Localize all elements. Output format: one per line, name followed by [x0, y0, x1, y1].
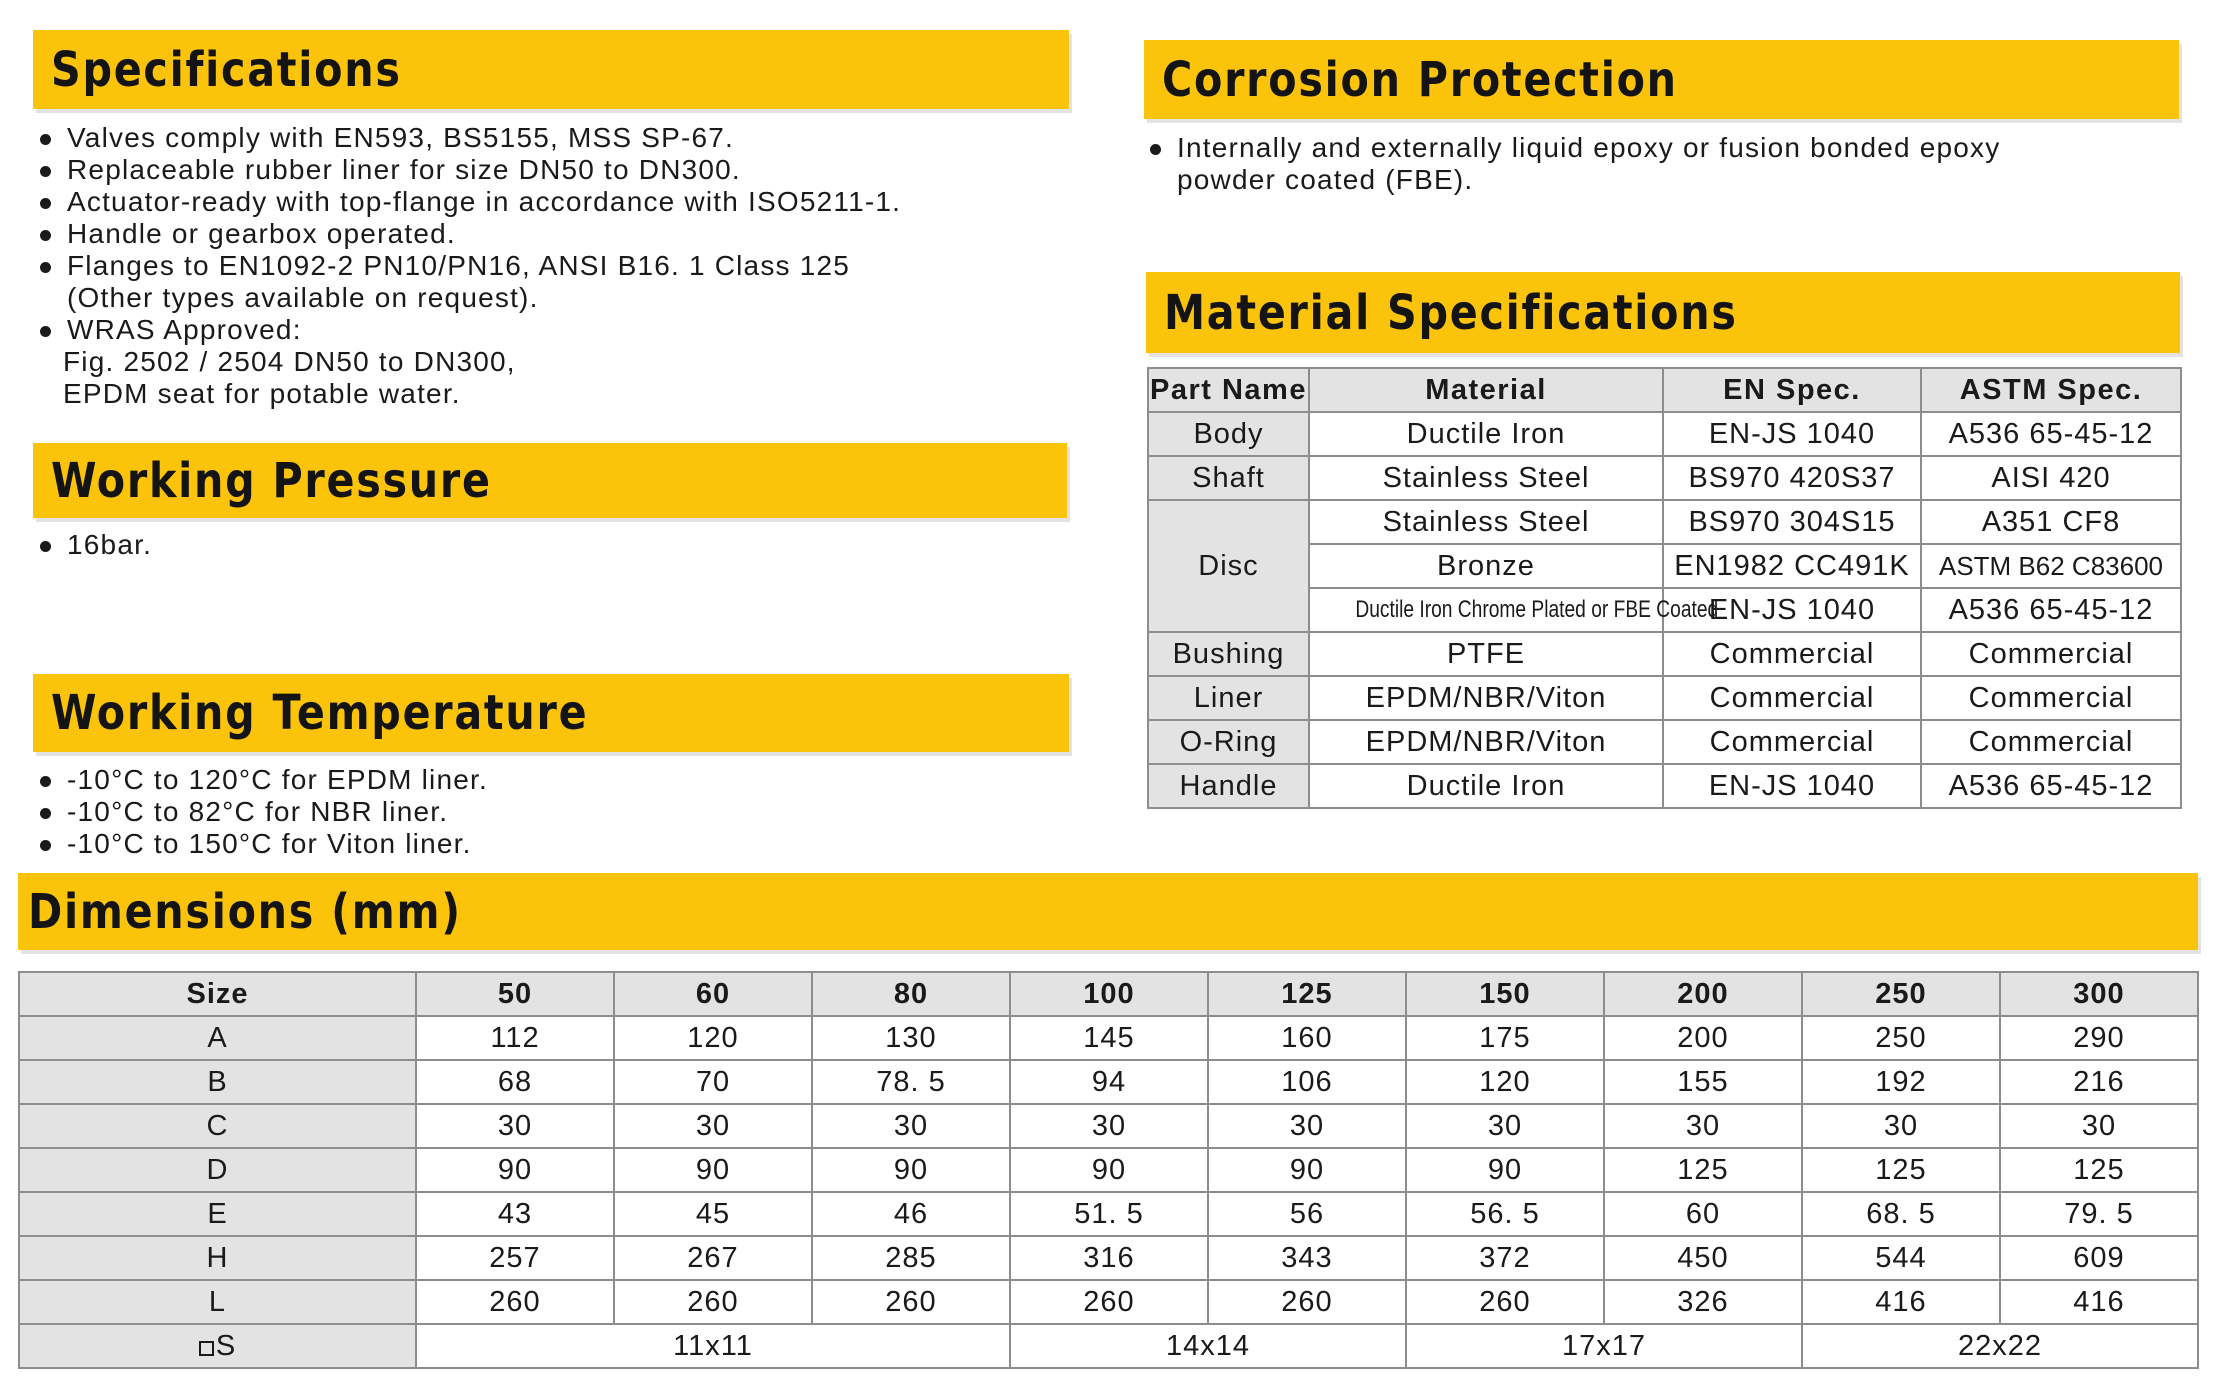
value-cell: 192: [1802, 1060, 2000, 1104]
value-cell: 260: [416, 1280, 614, 1324]
column-header: ASTM Spec.: [1921, 368, 2181, 412]
value-cell: 250: [1802, 1016, 2000, 1060]
working-temperature-clip: [30, 760, 1070, 854]
list-item: -10°C to 120°C for EPDM liner.: [36, 764, 488, 796]
value-cell: 90: [614, 1148, 812, 1192]
row-label: C: [19, 1104, 416, 1148]
value-cell: 216: [2000, 1060, 2198, 1104]
en-spec-cell: EN-JS 1040: [1663, 412, 1921, 456]
part-name-cell: Handle: [1148, 764, 1309, 808]
value-cell: 30: [1406, 1104, 1604, 1148]
astm-spec-cell: Commercial: [1921, 676, 2181, 720]
astm-spec-cell: A536 65-45-12: [1921, 412, 2181, 456]
row-label: A: [19, 1016, 416, 1060]
table-row: [1148, 412, 2181, 456]
value-cell: 450: [1604, 1236, 1802, 1280]
value-cell: 260: [1010, 1280, 1208, 1324]
value-cell: 160: [1208, 1016, 1406, 1060]
value-cell: 70: [614, 1060, 812, 1104]
size-cell: 80: [812, 972, 1010, 1016]
specifications-header: [33, 30, 1069, 109]
value-cell: 416: [2000, 1280, 2198, 1324]
table-row: [1148, 500, 2181, 544]
list-item-continuation: Fig. 2502 / 2504 DN50 to DN300,: [63, 346, 516, 377]
value-cell: 90: [416, 1148, 614, 1192]
value-cell: 155: [1604, 1060, 1802, 1104]
size-header: Size: [19, 972, 416, 1016]
table-header-row: [1148, 368, 2181, 412]
material-specifications-title: Material Specifications: [1164, 284, 1738, 341]
working-pressure-list: [36, 529, 152, 561]
value-cell: 260: [812, 1280, 1010, 1324]
value-cell: 145: [1010, 1016, 1208, 1060]
list-item: Replaceable rubber liner for size DN50 to DN300.: [36, 154, 901, 186]
part-name-cell: Bushing: [1148, 632, 1309, 676]
value-cell: 30: [1802, 1104, 2000, 1148]
part-name-cell: Body: [1148, 412, 1309, 456]
row-label: L: [19, 1280, 416, 1324]
value-cell: 125: [1802, 1148, 2000, 1192]
material-cell: Stainless Steel: [1309, 500, 1663, 544]
value-cell: 56. 5: [1406, 1192, 1604, 1236]
size-cell: 200: [1604, 972, 1802, 1016]
value-cell: 112: [416, 1016, 614, 1060]
table-row: [19, 1192, 2198, 1236]
astm-spec-cell: Commercial: [1921, 632, 2181, 676]
value-cell: 260: [1406, 1280, 1604, 1324]
material-cell: [1309, 588, 1719, 632]
en-spec-cell: Commercial: [1663, 720, 1921, 764]
working-pressure-title: Working Pressure: [51, 452, 492, 509]
table-row: [19, 1324, 2198, 1368]
en-spec-cell: EN-JS 1040: [1663, 764, 1921, 808]
row-label: D: [19, 1148, 416, 1192]
value-cell: 30: [1010, 1104, 1208, 1148]
value-cell: 30: [812, 1104, 1010, 1148]
value-cell: 30: [614, 1104, 812, 1148]
specifications-list: [36, 122, 901, 410]
working-temperature-list: [36, 764, 488, 854]
value-cell: 285: [812, 1236, 1010, 1280]
size-cell: 150: [1406, 972, 1604, 1016]
value-cell: 90: [1208, 1148, 1406, 1192]
en-spec-cell: EN-JS 1040: [1663, 588, 1921, 632]
corrosion-protection-list: [1146, 132, 2000, 196]
table-row: [1148, 676, 2181, 720]
part-name-cell: Shaft: [1148, 456, 1309, 500]
value-cell: 290: [2000, 1016, 2198, 1060]
value-cell: 609: [2000, 1236, 2198, 1280]
value-cell: 544: [1802, 1236, 2000, 1280]
value-cell: 316: [1010, 1236, 1208, 1280]
size-cell: 250: [1802, 972, 2000, 1016]
en-spec-cell: Commercial: [1663, 676, 1921, 720]
corrosion-protection-header: [1144, 40, 2179, 119]
dimensions-header: [18, 873, 2198, 950]
list-item-continuation: EPDM seat for potable water.: [63, 378, 461, 409]
value-cell: 94: [1010, 1060, 1208, 1104]
column-header: Part Name: [1148, 368, 1309, 412]
value-cell: 30: [1208, 1104, 1406, 1148]
value-cell: 120: [1406, 1060, 1604, 1104]
row-label: B: [19, 1060, 416, 1104]
row-label: [19, 1324, 416, 1368]
astm-spec-cell: A536 65-45-12: [1921, 764, 2181, 808]
list-item: Valves comply with EN593, BS5155, MSS SP-67.: [36, 122, 901, 154]
table-row: [19, 1236, 2198, 1280]
size-cell: 50: [416, 972, 614, 1016]
value-cell: 125: [1604, 1148, 1802, 1192]
material-text: Ductile Iron Chrome Plated or FBE Coated: [1355, 596, 1719, 623]
list-item: Actuator-ready with top-flange in accordance with ISO5211-1.: [36, 186, 901, 218]
en-spec-cell: Commercial: [1663, 632, 1921, 676]
square-label: S: [215, 1329, 237, 1362]
astm-spec-cell: ASTM B62 C83600: [1921, 544, 2181, 588]
material-cell: Ductile Iron: [1309, 412, 1663, 456]
size-cell: 300: [2000, 972, 2198, 1016]
table-row: [19, 1016, 2198, 1060]
size-cell: 60: [614, 972, 812, 1016]
material-cell: PTFE: [1309, 632, 1663, 676]
value-cell: 68: [416, 1060, 614, 1104]
value-cell: 45: [614, 1192, 812, 1236]
en-spec-cell: EN1982 CC491K: [1663, 544, 1921, 588]
value-cell: 125: [2000, 1148, 2198, 1192]
list-item: WRAS Approved:: [36, 314, 901, 346]
row-label: H: [19, 1236, 416, 1280]
table-row: [1148, 720, 2181, 764]
value-cell: 30: [1604, 1104, 1802, 1148]
specifications-title: Specifications: [51, 41, 402, 98]
material-cell: Bronze: [1309, 544, 1663, 588]
value-cell: 78. 5: [812, 1060, 1010, 1104]
value-cell: 22x22: [1802, 1324, 2198, 1368]
value-cell: 267: [614, 1236, 812, 1280]
dimensions-table: [18, 971, 2199, 1369]
value-cell: 416: [1802, 1280, 2000, 1324]
table-header-row: [19, 972, 2198, 1016]
value-cell: 68. 5: [1802, 1192, 2000, 1236]
value-cell: 51. 5: [1010, 1192, 1208, 1236]
astm-spec-cell: Commercial: [1921, 720, 2181, 764]
value-cell: 90: [1406, 1148, 1604, 1192]
list-item: -10°C to 82°C for NBR liner.: [36, 796, 488, 828]
table-row: [19, 1148, 2198, 1192]
value-cell: 106: [1208, 1060, 1406, 1104]
value-cell: 175: [1406, 1016, 1604, 1060]
value-cell: 200: [1604, 1016, 1802, 1060]
list-item: Internally and externally liquid epoxy or fusion bonded epoxy: [1146, 132, 2000, 164]
table-row: [1148, 632, 2181, 676]
material-cell: EPDM/NBR/Viton: [1309, 720, 1663, 764]
part-name-cell: O-Ring: [1148, 720, 1309, 764]
value-cell: 17x17: [1406, 1324, 1802, 1368]
value-cell: 90: [1010, 1148, 1208, 1192]
working-pressure-header: [33, 443, 1067, 518]
astm-spec-cell: AISI 420: [1921, 456, 2181, 500]
value-cell: 43: [416, 1192, 614, 1236]
part-name-cell: Liner: [1148, 676, 1309, 720]
en-spec-cell: BS970 304S15: [1663, 500, 1921, 544]
value-cell: 11x11: [416, 1324, 1010, 1368]
value-cell: 326: [1604, 1280, 1802, 1324]
value-cell: 260: [614, 1280, 812, 1324]
value-cell: 260: [1208, 1280, 1406, 1324]
dimensions-title: Dimensions (mm): [28, 883, 462, 940]
astm-spec-cell: A351 CF8: [1921, 500, 2181, 544]
value-cell: 90: [812, 1148, 1010, 1192]
table-row: [19, 1060, 2198, 1104]
value-cell: 46: [812, 1192, 1010, 1236]
table-row: [1148, 764, 2181, 808]
list-item: Handle or gearbox operated.: [36, 218, 901, 250]
en-spec-cell: BS970 420S37: [1663, 456, 1921, 500]
corrosion-protection-title: Corrosion Protection: [1162, 51, 1678, 108]
value-cell: 14x14: [1010, 1324, 1406, 1368]
working-temperature-header: [33, 674, 1069, 752]
column-header: Material: [1309, 368, 1663, 412]
working-temperature-title: Working Temperature: [51, 685, 589, 741]
column-header: EN Spec.: [1663, 368, 1921, 412]
material-cell: Stainless Steel: [1309, 456, 1663, 500]
value-cell: 130: [812, 1016, 1010, 1060]
material-specifications-header: [1146, 272, 2180, 353]
value-cell: 79. 5: [2000, 1192, 2198, 1236]
value-cell: 30: [416, 1104, 614, 1148]
row-label: E: [19, 1192, 416, 1236]
list-item: Flanges to EN1092-2 PN10/PN16, ANSI B16. 1 Class 125: [36, 250, 901, 282]
list-item: -10°C to 150°C for Viton liner.: [36, 828, 488, 854]
astm-spec-cell: A536 65-45-12: [1921, 588, 2181, 632]
material-cell: Ductile Iron: [1309, 764, 1663, 808]
list-item-continuation: (Other types available on request).: [67, 282, 539, 313]
size-cell: 125: [1208, 972, 1406, 1016]
material-cell: EPDM/NBR/Viton: [1309, 676, 1663, 720]
table-row: [19, 1104, 2198, 1148]
value-cell: 120: [614, 1016, 812, 1060]
square-icon: [199, 1341, 214, 1356]
size-cell: 100: [1010, 972, 1208, 1016]
value-cell: 60: [1604, 1192, 1802, 1236]
value-cell: 257: [416, 1236, 614, 1280]
list-item: 16bar.: [36, 529, 152, 561]
material-specifications-table: [1147, 367, 2182, 809]
value-cell: 56: [1208, 1192, 1406, 1236]
value-cell: 343: [1208, 1236, 1406, 1280]
list-item-continuation: powder coated (FBE).: [1177, 164, 1474, 195]
table-row: [1148, 456, 2181, 500]
value-cell: 372: [1406, 1236, 1604, 1280]
value-cell: 30: [2000, 1104, 2198, 1148]
part-name-cell: Disc: [1148, 500, 1309, 632]
table-row: [19, 1280, 2198, 1324]
